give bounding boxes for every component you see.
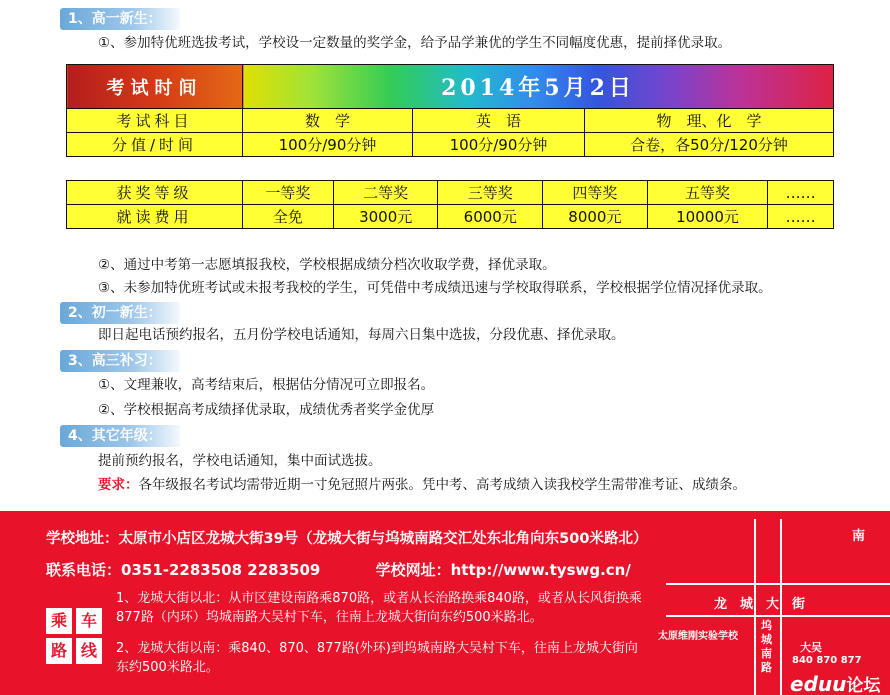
exam-score-math: 100分/90分钟 (243, 133, 413, 157)
bus-route-2: 2、龙城大街以南：乘840、870、877路(外环)到坞城南路大吴村下车，往南上龙城大街向东约500米路北。 (116, 641, 638, 675)
bus-char-2: 车 (76, 608, 102, 634)
section-1-heading: 1、高一新生： (60, 8, 180, 30)
section-4-para-1: 提前预约报名，学校电话通知，集中面试选拔。 (98, 453, 382, 469)
map-bus-numbers: 840 870 877 (792, 655, 862, 666)
map-school-label: 太原维刚实验学校 (658, 631, 738, 642)
map-road-label: 龙 城 大 街 (714, 597, 806, 612)
exam-score-english: 100分/90分钟 (413, 133, 585, 157)
map-road-longcheng-2 (666, 615, 890, 617)
award-3: 三等奖 (438, 181, 543, 205)
fee-more: …… (768, 205, 834, 229)
section-3-heading: 3、高三补习： (60, 350, 180, 372)
fee-3: 6000元 (438, 205, 543, 229)
requirements-label: 要求： (98, 477, 139, 493)
bus-route-badge (46, 608, 104, 666)
map-dawu-label: 大吴 (800, 641, 822, 654)
requirements (98, 476, 746, 494)
map-wucheng-char-4: 路 (761, 661, 772, 674)
section-2-para-1: 即日起电话预约报名，五月份学校电话通知，每周六日集中选拔，分段优惠、择优录取。 (98, 327, 625, 343)
fee-4: 8000元 (543, 205, 648, 229)
map-wucheng-label (761, 619, 775, 675)
map-wucheng-char-3: 南 (761, 647, 772, 660)
phone-value: 0351-2283508 2283509 (121, 561, 321, 579)
web-label: 学校网址： (375, 561, 451, 579)
section-1-para-1: ①、参加特优班选拔考试，学校设一定数量的奖学金，给予品学兼优的学生不同幅度优惠，提前择优录取。 (98, 35, 732, 51)
section-2-heading: 2、初一新生： (60, 302, 180, 324)
bus-route-1: 1、龙城大街以北：从市区建设南路乘870路，或者从长治路换乘840路，或者从长风街换乘877路（内环）坞城南路大吴村下车，往南上龙城大街向东约500米路北。 (116, 591, 642, 625)
contact-line (46, 559, 631, 580)
exam-score-label: 分值/时间 (67, 133, 243, 157)
award-1: 一等奖 (243, 181, 334, 205)
fee-1: 全免 (243, 205, 334, 229)
logo-main: eduu (790, 672, 847, 695)
eduu-logo (790, 671, 880, 695)
exam-date: 2014年5月2日 (243, 65, 834, 109)
exam-table (66, 64, 834, 157)
location-map (658, 519, 890, 695)
map-south-label: 南 (852, 529, 866, 544)
award-5: 五等奖 (647, 181, 768, 205)
map-wucheng-char-2: 城 (761, 633, 772, 646)
address-label: 学校地址： (46, 531, 119, 547)
exam-score-physchem: 合卷，各50分/120分钟 (585, 133, 834, 157)
exam-subject-label: 考试科目 (67, 109, 243, 133)
award-4: 四等奖 (543, 181, 648, 205)
exam-subject-physchem: 物 理、化 学 (585, 109, 834, 133)
logo-sub: 论坛 (846, 676, 881, 695)
address-line (46, 527, 647, 548)
award-more: …… (768, 181, 834, 205)
award-2: 二等奖 (333, 181, 438, 205)
map-wucheng-char-1: 坞 (761, 619, 772, 632)
section-1-para-3: ③、未参加特优班考试或未报考我校的学生，可凭借中考成绩迅速与学校取得联系，学校根据学位情况择优录取。 (98, 280, 772, 296)
web-value[interactable]: http://www.tyswg.cn/ (450, 561, 631, 579)
requirements-text: 各年级报名考试均需带近期一寸免冠照片两张。凭中考、高考成绩入读我校学生需带准考证、成绩条。 (138, 477, 746, 493)
bus-char-3: 路 (46, 638, 72, 664)
section-4-heading: 4、其它年级： (60, 425, 180, 447)
fee-2: 3000元 (333, 205, 438, 229)
bus-char-1: 乘 (46, 608, 72, 634)
footer (0, 511, 890, 695)
address-value: 太原市小店区龙城大街39号（龙城大街与坞城南路交汇处东北角向东500米路北） (118, 531, 648, 547)
award-label: 获奖等级 (67, 181, 243, 205)
exam-time-label: 考试时间 (67, 65, 243, 109)
section-3-para-2: ②、学校根据高考成绩择优录取，成绩优秀者奖学金优厚 (98, 402, 435, 418)
fee-5: 10000元 (647, 205, 768, 229)
section-3-para-1: ①、文理兼收，高考结束后，根据估分情况可立即报名。 (98, 377, 435, 393)
exam-subject-math: 数 学 (243, 109, 413, 133)
award-table (66, 180, 834, 229)
section-1-para-2: ②、通过中考第一志愿填报我校，学校根据成绩分档次收取学费，择优录取。 (98, 257, 556, 273)
phone-label: 联系电话： (46, 561, 122, 579)
bus-char-4: 线 (76, 638, 102, 664)
fee-label: 就读费用 (67, 205, 243, 229)
exam-subject-english: 英 语 (413, 109, 585, 133)
map-road-longcheng (666, 583, 890, 585)
